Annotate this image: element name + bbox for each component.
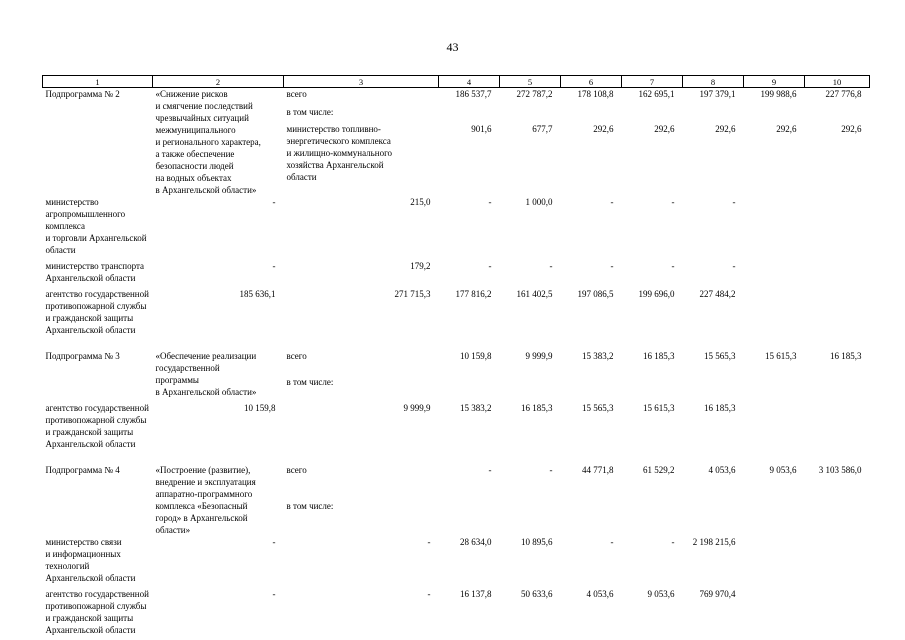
amount-cell bbox=[500, 376, 561, 398]
amount-cell: - bbox=[732, 261, 736, 271]
amount-cell: - bbox=[488, 261, 492, 271]
col-header: 3 bbox=[284, 76, 439, 88]
funding-source: в том числе: bbox=[286, 106, 334, 117]
amount-cell bbox=[805, 500, 870, 532]
funding-source: министерство топливно- энергетического комплекса и жилищно-коммунального хозяйства Архангельской области bbox=[286, 124, 393, 183]
funding-source: министерство агропромышленного комплекса и торговли Архангельской области bbox=[45, 197, 147, 255]
amount-cell: 272 787,2 bbox=[516, 89, 553, 99]
amount-cell: - bbox=[732, 197, 736, 207]
amount-cell: 9 999,9 bbox=[525, 351, 553, 361]
program-title: «Обеспечение реализации государственной программы в Архангельской области» bbox=[155, 351, 257, 397]
table-row bbox=[43, 464, 870, 496]
amount-cell: 16 185,3 bbox=[704, 403, 736, 413]
amount-cell: - bbox=[272, 261, 276, 271]
funding-source: агентство государственной противопожарной службы и гражданской защиты Архангельской области bbox=[45, 289, 149, 335]
col-header: 5 bbox=[500, 76, 561, 88]
amount-cell: 15 565,3 bbox=[704, 351, 736, 361]
amount-cell: 16 185,3 bbox=[830, 351, 862, 361]
funding-source: в том числе: bbox=[286, 377, 334, 387]
program-title: «Снижение рисков и смягчение последствий чрезвычайных ситуаций межмуниципального и регионального характера, а также обеспечение безопасности людей на водных объектах в Архангельской области» bbox=[155, 89, 261, 195]
amount-cell: 901,6 bbox=[471, 124, 492, 135]
amount-cell: 10 159,8 bbox=[244, 403, 276, 413]
amount-cell: 292,6 bbox=[841, 124, 862, 135]
amount-cell: - bbox=[610, 537, 614, 547]
amount-cell: 1 000,0 bbox=[525, 197, 553, 207]
amount-cell: 197 379,1 bbox=[699, 89, 736, 99]
table-row bbox=[43, 196, 870, 256]
funding-source: всего bbox=[286, 89, 307, 99]
amount-cell bbox=[622, 376, 683, 398]
table-row bbox=[43, 288, 870, 336]
amount-cell: - bbox=[610, 197, 614, 207]
amount-cell: - bbox=[427, 589, 431, 599]
col-header: 1 bbox=[43, 76, 153, 88]
amount-cell: - bbox=[671, 261, 675, 271]
page-number: 43 bbox=[446, 40, 459, 54]
amount-cell: 199 696,0 bbox=[638, 289, 675, 299]
amount-cell: - bbox=[671, 537, 675, 547]
amount-cell: 292,6 bbox=[654, 124, 675, 135]
amount-cell bbox=[683, 106, 744, 120]
col-header: 10 bbox=[805, 76, 870, 88]
funding-source: агентство государственной противопожарной службы и гражданской защиты Архангельской области bbox=[45, 403, 149, 449]
amount-cell: 185 636,1 bbox=[239, 289, 276, 299]
amount-cell: 292,6 bbox=[593, 124, 614, 135]
amount-cell: 4 053,6 bbox=[708, 465, 736, 475]
amount-cell: 179,2 bbox=[410, 261, 431, 271]
amount-cell: 15 383,2 bbox=[582, 351, 614, 361]
amount-cell: - bbox=[427, 537, 431, 547]
amount-cell: - bbox=[610, 261, 614, 271]
amount-cell: 292,6 bbox=[776, 124, 797, 135]
program-name: Подпрограмма № 3 bbox=[45, 351, 120, 361]
table-row bbox=[43, 88, 870, 102]
col-header: 7 bbox=[622, 76, 683, 88]
amount-cell bbox=[744, 376, 805, 398]
budget-table bbox=[42, 75, 870, 636]
column-number-row bbox=[43, 76, 870, 88]
amount-cell: 677,7 bbox=[532, 124, 553, 135]
funding-source: министерство связи и информационных технологий Архангельской области bbox=[45, 537, 136, 583]
amount-cell: 10 159,8 bbox=[460, 351, 492, 361]
amount-cell: 4 053,6 bbox=[586, 589, 614, 599]
table-row bbox=[43, 260, 870, 284]
amount-cell: 186 537,7 bbox=[455, 89, 492, 99]
table-body bbox=[43, 88, 870, 637]
amount-cell: 227 776,8 bbox=[825, 89, 862, 99]
amount-cell bbox=[622, 106, 683, 120]
amount-cell: - bbox=[671, 197, 675, 207]
amount-cell bbox=[439, 500, 500, 532]
amount-cell: 16 185,3 bbox=[521, 403, 553, 413]
amount-cell: 769 970,4 bbox=[699, 589, 736, 599]
col-header: 4 bbox=[439, 76, 500, 88]
amount-cell: 28 634,0 bbox=[460, 537, 492, 547]
amount-cell: - bbox=[488, 465, 492, 475]
amount-cell bbox=[744, 500, 805, 532]
amount-cell: 61 529,2 bbox=[643, 465, 675, 475]
funding-source: всего bbox=[286, 351, 307, 361]
funding-source: агентство государственной противопожарной службы и гражданской защиты Архангельской области bbox=[45, 589, 149, 635]
amount-cell: 10 895,6 bbox=[521, 537, 553, 547]
col-header: 9 bbox=[744, 76, 805, 88]
spacer-row bbox=[43, 336, 870, 350]
col-header: 2 bbox=[153, 76, 284, 88]
amount-cell: 50 633,6 bbox=[521, 589, 553, 599]
table-row bbox=[43, 588, 870, 636]
amount-cell bbox=[439, 376, 500, 398]
amount-cell: 271 715,3 bbox=[394, 289, 431, 299]
amount-cell: 15 615,3 bbox=[643, 403, 675, 413]
amount-cell: 177 816,2 bbox=[455, 289, 492, 299]
amount-cell: 2 198 215,6 bbox=[692, 537, 736, 547]
amount-cell: 15 383,2 bbox=[460, 403, 492, 413]
program-name: Подпрограмма № 2 bbox=[45, 89, 120, 99]
spacer-row bbox=[43, 450, 870, 464]
amount-cell: 178 108,8 bbox=[577, 89, 614, 99]
amount-cell: 199 988,6 bbox=[760, 89, 797, 99]
amount-cell: 16 137,8 bbox=[460, 589, 492, 599]
funding-source: всего bbox=[286, 465, 307, 475]
amount-cell: 15 615,3 bbox=[765, 351, 797, 361]
amount-cell bbox=[561, 500, 622, 532]
amount-cell bbox=[561, 376, 622, 398]
amount-cell: - bbox=[272, 197, 276, 207]
amount-cell: - bbox=[549, 261, 553, 271]
amount-cell bbox=[561, 106, 622, 120]
amount-cell: 215,0 bbox=[410, 197, 431, 207]
amount-cell bbox=[805, 106, 870, 120]
funding-source: в том числе: bbox=[286, 501, 334, 511]
amount-cell: 16 185,3 bbox=[643, 351, 675, 361]
amount-cell bbox=[439, 106, 500, 120]
program-title: «Построение (развитие), внедрение и эксплуатация аппаратно-программного комплекса «Безопасный город» в Архангельской области» bbox=[155, 465, 256, 535]
amount-cell bbox=[683, 376, 744, 398]
amount-cell: 227 484,2 bbox=[699, 289, 736, 299]
amount-cell: - bbox=[488, 197, 492, 207]
amount-cell: 9 999,9 bbox=[403, 403, 431, 413]
amount-cell: 292,6 bbox=[715, 124, 736, 135]
table-row bbox=[43, 402, 870, 450]
funding-source: министерство транспорта Архангельской области bbox=[45, 261, 145, 283]
amount-cell bbox=[500, 500, 561, 532]
amount-cell bbox=[744, 106, 805, 120]
amount-cell: 15 565,3 bbox=[582, 403, 614, 413]
amount-cell: - bbox=[549, 465, 553, 475]
amount-cell bbox=[683, 500, 744, 532]
amount-cell: 161 402,5 bbox=[516, 289, 553, 299]
amount-cell: 9 053,6 bbox=[769, 465, 797, 475]
table-row bbox=[43, 536, 870, 584]
col-header: 6 bbox=[561, 76, 622, 88]
amount-cell: 9 053,6 bbox=[647, 589, 675, 599]
amount-cell: - bbox=[272, 537, 276, 547]
table-row bbox=[43, 350, 870, 372]
amount-cell: 3 103 586,0 bbox=[818, 465, 862, 475]
program-name: Подпрограмма № 4 bbox=[45, 465, 120, 475]
col-header: 8 bbox=[683, 76, 744, 88]
amount-cell bbox=[805, 376, 870, 398]
amount-cell: - bbox=[272, 589, 276, 599]
amount-cell: 162 695,1 bbox=[638, 89, 675, 99]
amount-cell bbox=[622, 500, 683, 532]
amount-cell: 197 086,5 bbox=[577, 289, 614, 299]
amount-cell bbox=[500, 106, 561, 120]
amount-cell: 44 771,8 bbox=[582, 465, 614, 475]
